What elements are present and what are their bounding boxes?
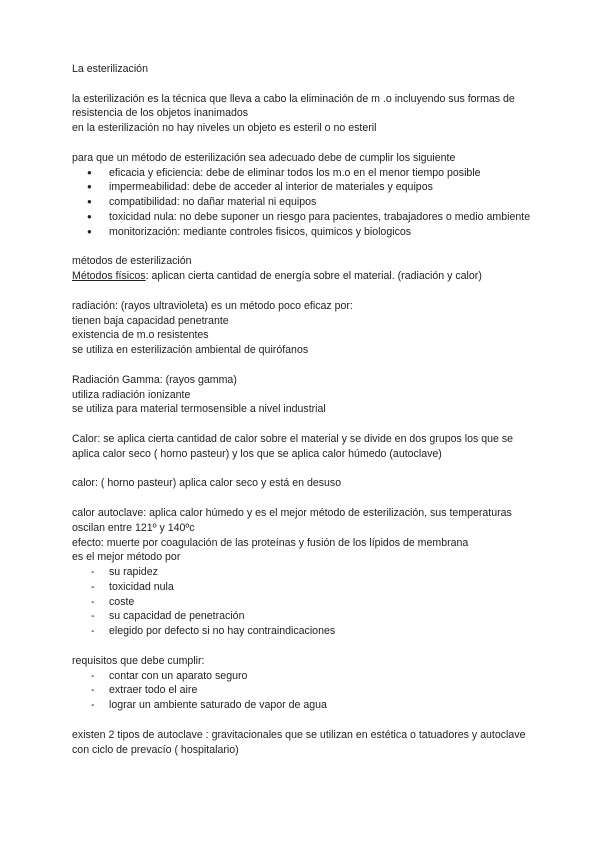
must-section: [72, 654, 532, 713]
text-line: calor autoclave: aplica calor húmedo y es el mejor método de esterilización, sus temperaturas oscilan entre 121º y 140ºc: [72, 506, 512, 534]
list-item: ● toxicidad nula: no debe suponer un riesgo para pacientes, trabajadores o medio ambiente: [72, 210, 532, 225]
physical-methods-line: [72, 269, 532, 284]
text-line: utiliza radiación ionizante: [72, 388, 191, 401]
document-title: La esterilización: [72, 63, 148, 75]
uv-section: [72, 299, 532, 358]
autoclave-types-paragraph: existen 2 tipos de autoclave : gravitacionales que se utilizan en estética o tatuadores y autoclave con ciclo de prevacío ( hospitalario): [72, 728, 526, 756]
list-item: ● monitorización: mediante controles fisicos, quimicos y biologicos: [72, 225, 532, 240]
list-item: - su capacidad de penetración: [72, 609, 532, 624]
list-item: ● eficacia y eficiencia: debe de eliminar todos los m.o en el menor tiempo posible: [72, 166, 532, 181]
requirements-section: [72, 151, 532, 240]
methods-section: [72, 254, 532, 284]
text-line: se utiliza en esterilización ambiental de quirófanos: [72, 344, 309, 357]
list-item: - su rapidez: [72, 565, 532, 580]
gamma-section: [72, 373, 532, 417]
intro-paragraph: en la esterilización no hay niveles un objeto es esteril o no esteril: [72, 122, 377, 135]
text-line: efecto: muerte por coagulación de las proteínas y fusión de los lípidos de membrana: [72, 536, 469, 549]
list-item: - toxicidad nula: [72, 580, 532, 595]
physical-methods-label: Métodos físicos: [72, 270, 146, 283]
text-line: radiación: (rayos ultravioleta) es un método poco eficaz por:: [72, 299, 353, 312]
list-item: - elegido por defecto si no hay contraindicaciones: [72, 624, 532, 639]
text-line: existencia de m.o resistentes: [72, 329, 209, 342]
list-item: - contar con un aparato seguro: [72, 669, 532, 684]
intro-paragraph: la esterilización es la técnica que lleva a cabo la eliminación de m .o incluyendo sus formas de resistencia de los objetos inanimados: [72, 92, 515, 120]
list-item: - coste: [72, 595, 532, 610]
requirements-list: [72, 166, 532, 240]
text-line: tienen baja capacidad penetrante: [72, 314, 229, 327]
list-item: ● impermeabilidad: debe de acceder al interior de materiales y equipos: [72, 180, 532, 195]
autoclave-section: [72, 506, 532, 639]
text-line: es el mejor método por: [72, 551, 181, 564]
heat-paragraph: Calor: se aplica cierta cantidad de calor sobre el material y se divide en dos grupos los que se aplica calor seco ( horno pasteur) y los que se aplica calor húmedo (autoclave): [72, 432, 514, 460]
document-page: [72, 62, 532, 757]
text-line: se utiliza para material termosensible a nivel industrial: [72, 403, 326, 416]
requirements-lead: para que un método de esterilización sea adecuado debe de cumplir los siguiente: [72, 151, 456, 164]
dry-heat-paragraph: calor: ( horno pasteur) aplica calor seco y está en desuso: [72, 477, 342, 490]
list-item: - lograr un ambiente saturado de vapor de agua: [72, 698, 532, 713]
list-item: ● compatibilidad: no dañar material ni equipos: [72, 195, 532, 210]
text-line: Radiación Gamma: (rayos gamma): [72, 373, 237, 386]
must-list: [72, 669, 532, 713]
methods-heading: métodos de esterilización: [72, 255, 192, 268]
must-lead: requisitos que debe cumplir:: [72, 654, 205, 667]
intro-section: [72, 92, 532, 136]
list-item: - extraer todo el aire: [72, 683, 532, 698]
physical-methods-text: : aplican cierta cantidad de energía sobre el material. (radiación y calor): [145, 270, 482, 283]
autoclave-reasons-list: [72, 565, 532, 639]
